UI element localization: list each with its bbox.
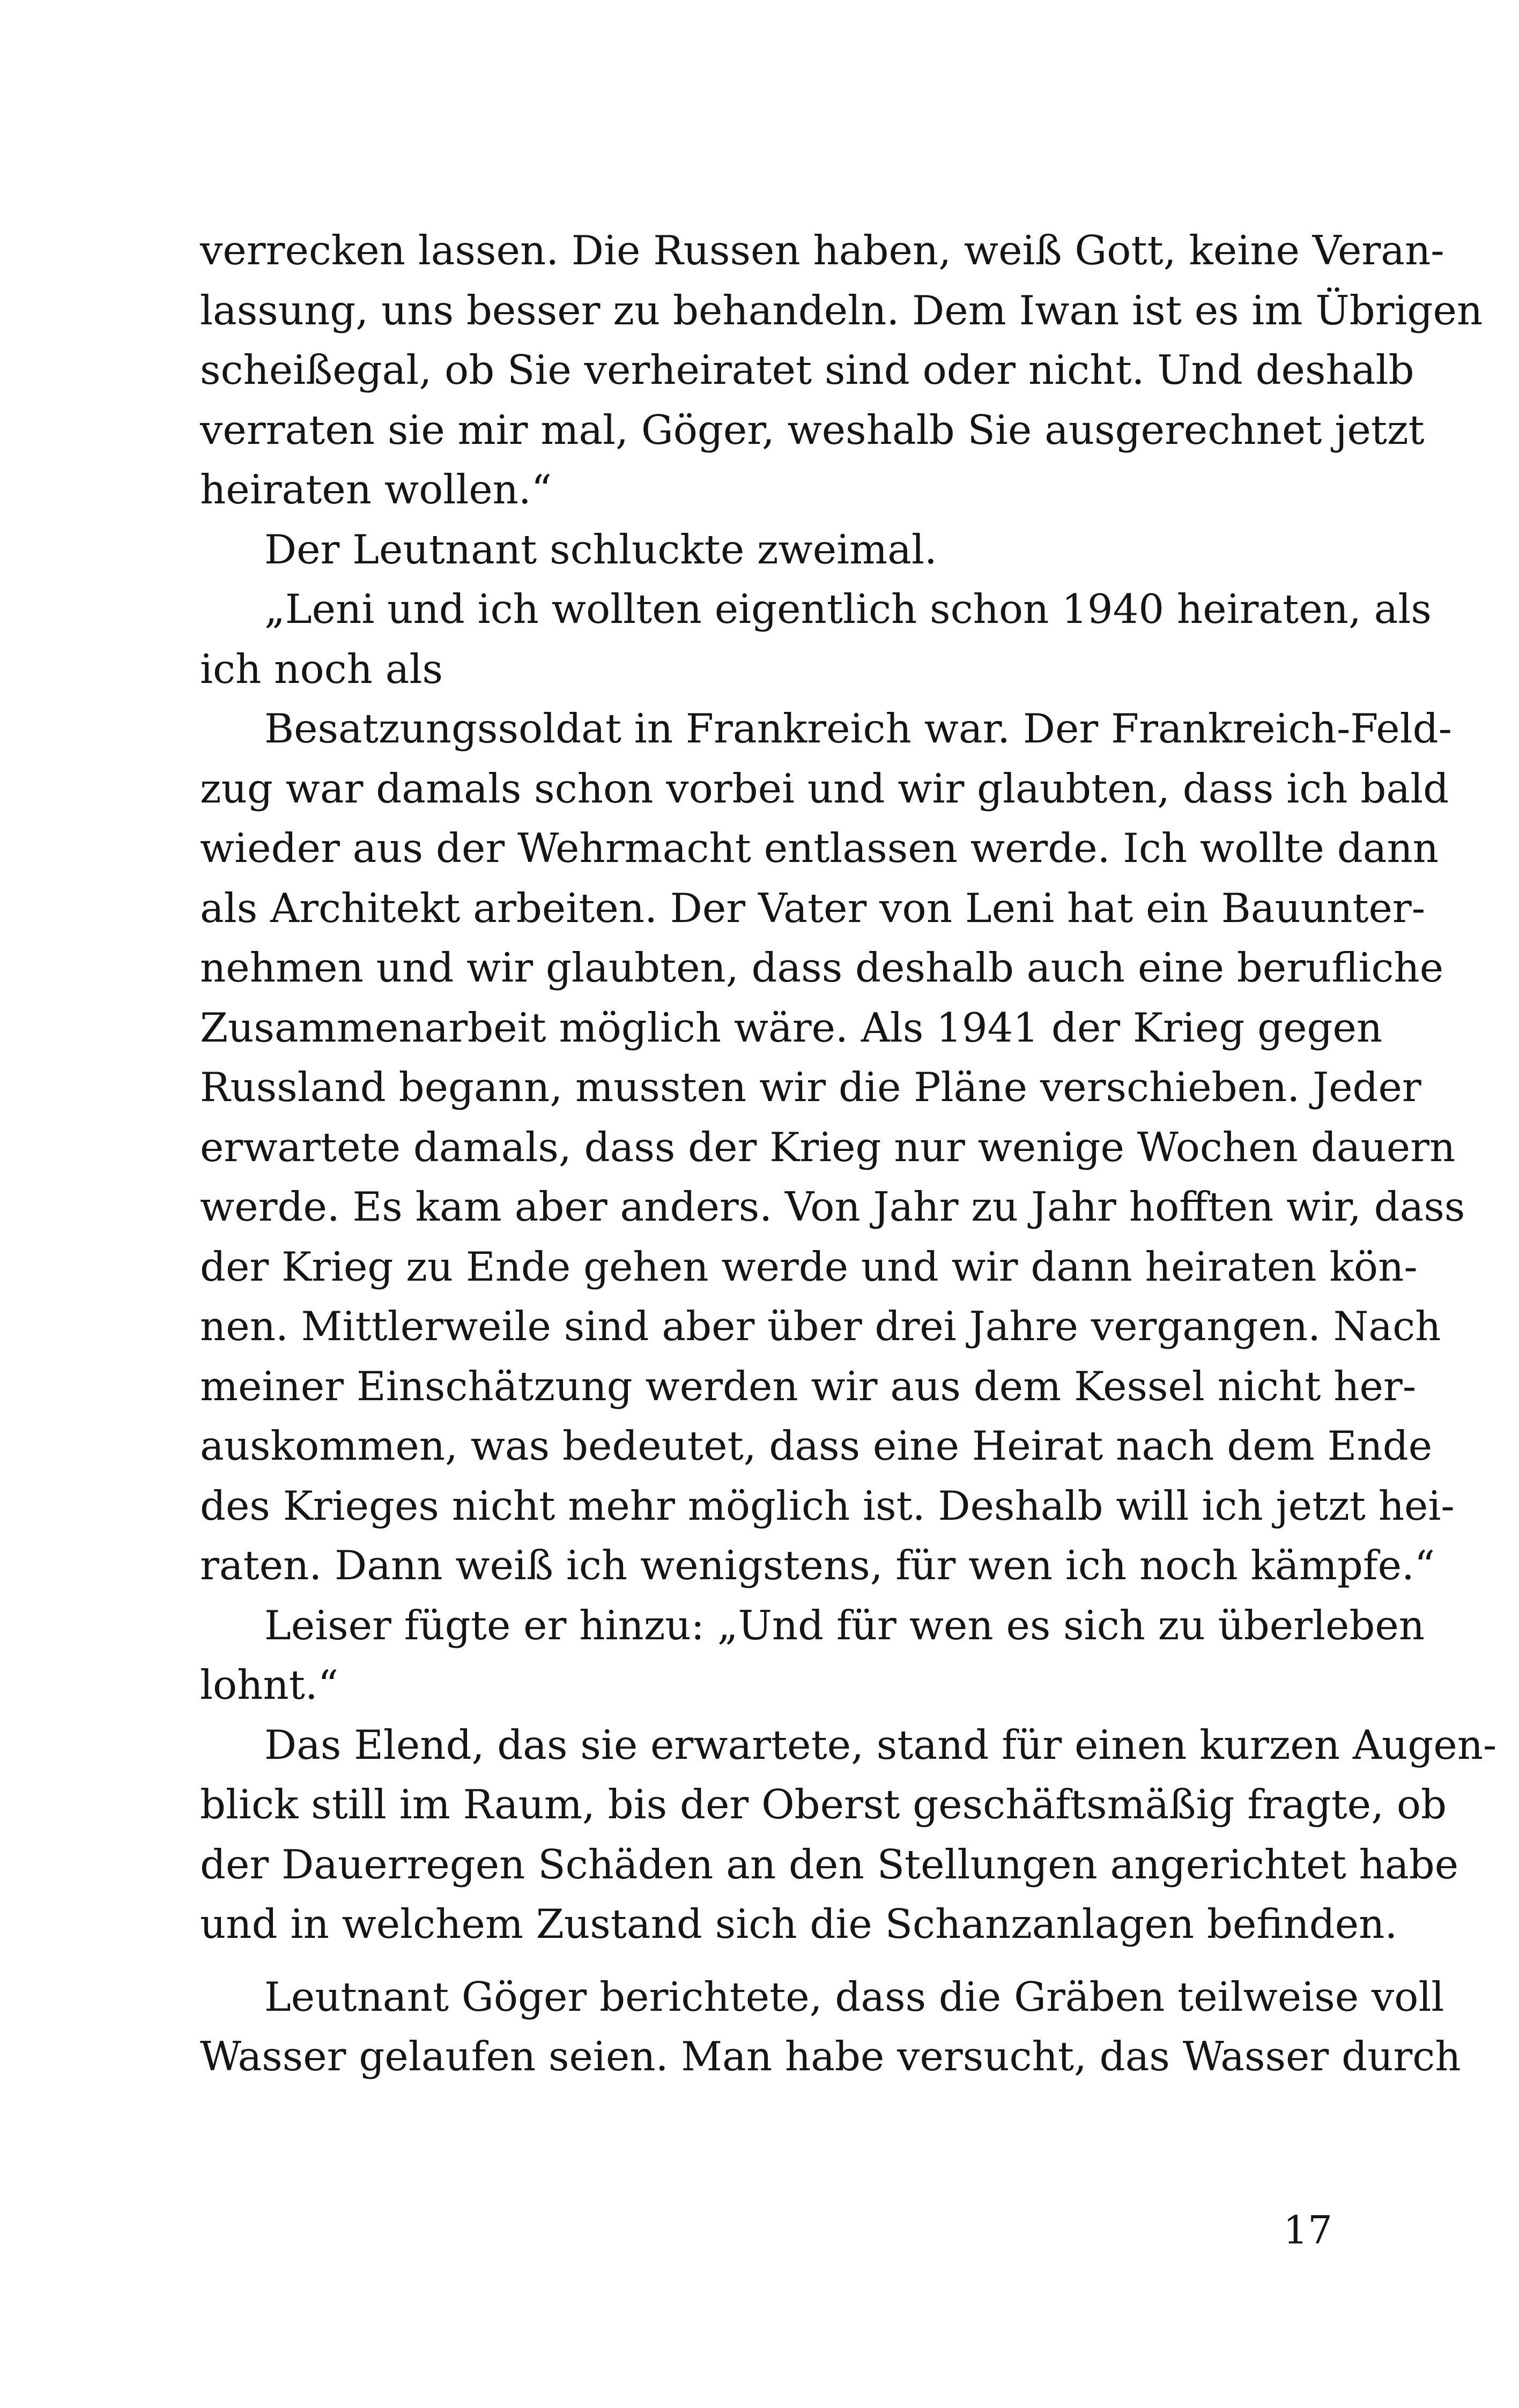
text-line-7: „Leni und ich wollten eigentlich schon 1940 heiraten, als	[264, 585, 1432, 633]
text-line-15: Russland begann, mussten wir die Pläne verschieben. Jeder	[200, 1064, 1421, 1111]
text-line-20: meiner Einschätzung werden wir aus dem Kessel nicht her-	[200, 1362, 1417, 1410]
page-number: 17	[1283, 2208, 1332, 2253]
text-line-4: verraten sie mir mal, Göger, weshalb Sie ausgerechnet jetzt	[200, 406, 1425, 454]
text-line-18: der Krieg zu Ende gehen werde und wir dann heiraten kön-	[200, 1243, 1418, 1290]
text-line-22: des Krieges nicht mehr möglich ist. Deshalb will ich jetzt hei-	[200, 1482, 1455, 1529]
text-line-8: ich noch als	[200, 645, 443, 693]
text-line-16: erwartete damals, dass der Krieg nur wenige Wochen dauern	[200, 1123, 1456, 1171]
text-line-26: Das Elend, das sie erwartete, stand für einen kurzen Augen-	[264, 1721, 1497, 1768]
text-line-25: lohnt.“	[200, 1661, 339, 1708]
text-line-12: als Architekt arbeiten. Der Vater von Leni hat ein Bauunter-	[200, 884, 1426, 932]
text-line-6: Der Leutnant schluckte zweimal.	[264, 525, 937, 573]
text-line-30: Leutnant Göger berichtete, dass die Gräben teilweise voll	[264, 1973, 1444, 2020]
text-line-31: Wasser gelaufen seien. Man habe versucht, das Wasser durch	[200, 2033, 1461, 2080]
text-line-17: werde. Es kam aber anders. Von Jahr zu Jahr hofften wir, dass	[200, 1183, 1465, 1230]
text-line-21: auskommen, was bedeutet, dass eine Heirat nach dem Ende	[200, 1422, 1433, 1469]
text-line-2: lassung, uns besser zu behandeln. Dem Iwan ist es im Übrigen	[200, 286, 1483, 334]
text-line-9: Besatzungssoldat in Frankreich war. Der Frankreich-Feld-	[264, 705, 1452, 752]
text-line-3: scheißegal, ob Sie verheiratet sind oder nicht. Und deshalb	[200, 346, 1414, 393]
text-line-5: heiraten wollen.“	[200, 466, 552, 513]
text-line-10: zug war damals schon vorbei und wir glaubten, dass ich bald	[200, 764, 1449, 812]
body-text	[200, 221, 1497, 2087]
text-line-19: nen. Mittlerweile sind aber über drei Jahre vergangen. Nach	[200, 1303, 1441, 1350]
text-line-24: Leiser fügte er hinzu: „Und für wen es sich zu überleben	[264, 1601, 1425, 1649]
text-line-11: wieder aus der Wehrmacht entlassen werde. Ich wollte dann	[200, 824, 1439, 872]
text-line-29: und in welchem Zustand sich die Schanzanlagen befinden.	[200, 1900, 1398, 1948]
text-line-1: verrecken lassen. Die Russen haben, weiß Gott, keine Veran-	[200, 227, 1444, 274]
text-line-28: der Dauerregen Schäden an den Stellungen angerichtet habe	[200, 1840, 1459, 1888]
text-line-13: nehmen und wir glaubten, dass deshalb auch eine berufliche	[200, 944, 1444, 991]
text-line-27: blick still im Raum, bis der Oberst geschäftsmäßig fragte, ob	[200, 1781, 1447, 1828]
text-line-14: Zusammenarbeit möglich wäre. Als 1941 der Krieg gegen	[200, 1004, 1383, 1051]
text-line-23: raten. Dann weiß ich wenigstens, für wen ich noch kämpfe.“	[200, 1542, 1435, 1589]
